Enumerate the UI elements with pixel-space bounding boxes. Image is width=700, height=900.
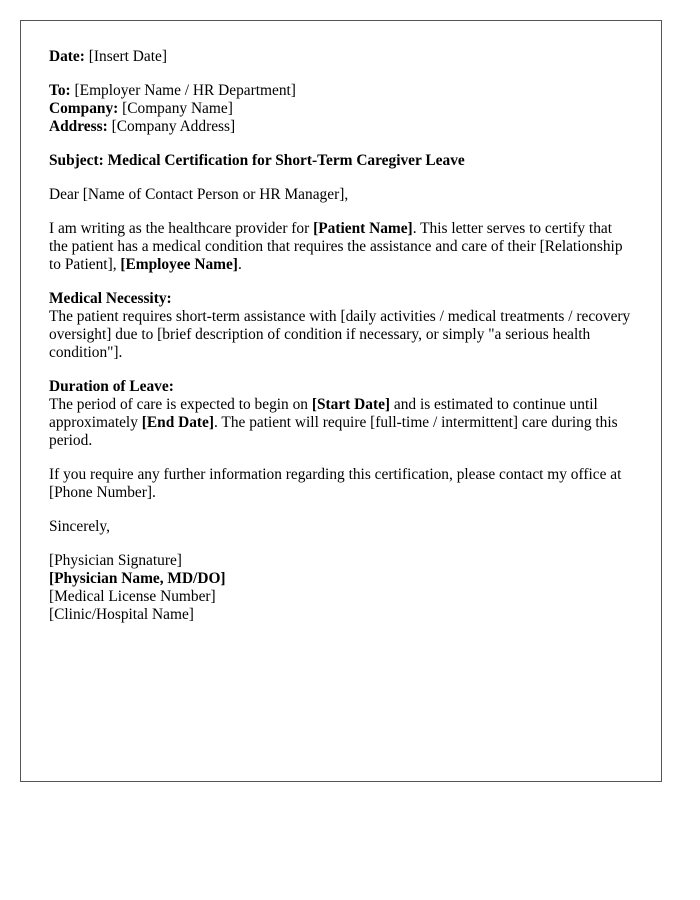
clinic-name: [Clinic/Hospital Name] [49,606,194,623]
duration-text-3: . The patient will require [full-time / intermittent] care during this period. [49,414,618,449]
date-line [49,48,633,66]
closing: Sincerely, [49,518,110,535]
patient-name-placeholder: [Patient Name] [313,220,413,237]
duration-text-2: and is estimated to continue until approximately [49,396,598,431]
intro-text-2: . This letter serves to certify that the patient has a medical condition that requires the assistance and care of their [Relationship to Patient], [49,220,623,273]
medical-license-number: [Medical License Number] [49,588,216,605]
to-line [49,82,633,100]
company-label: Company: [49,100,119,117]
medical-necessity-section [49,290,633,362]
medical-necessity-text: The patient requires short-term assistance with [daily activities / medical treatments / recovery oversight] due to [brief description of condition if necessary, or simply "a serious health condition"]. [49,308,631,361]
intro-paragraph [49,220,633,274]
date-label: Date: [49,48,85,65]
intro-text-3: . [237,256,242,273]
company-line [49,100,633,118]
contact-paragraph: If you require any further information regarding this certification, please contact my office at [Phone Number]. [49,466,622,501]
employee-name-placeholder: [Employee Name] [120,256,238,273]
date-value: [Insert Date] [88,48,167,65]
signature-block [49,552,633,624]
to-value: [Employer Name / HR Department] [74,82,296,99]
duration-heading: Duration of Leave: [49,378,174,395]
address-value: [Company Address] [111,118,236,135]
duration-text-1: The period of care is expected to begin on [49,396,312,413]
intro-text-1: I am writing as the healthcare provider for [49,220,314,237]
letter-page [20,20,662,782]
start-date-placeholder: [Start Date] [311,396,391,413]
end-date-placeholder: [End Date] [141,414,214,431]
address-label: Address: [49,118,108,135]
salutation: Dear [Name of Contact Person or HR Manager], [49,186,349,203]
subject-line [49,152,633,170]
medical-necessity-heading: Medical Necessity: [49,290,172,307]
duration-section [49,378,633,450]
company-value: [Company Name] [122,100,233,117]
address-line [49,118,633,136]
subject-text: Subject: Medical Certification for Short-Term Caregiver Leave [49,152,465,169]
physician-signature: [Physician Signature] [49,552,182,569]
physician-name: [Physician Name, MD/DO] [49,570,226,587]
to-label: To: [49,82,71,99]
recipient-block [49,82,633,136]
